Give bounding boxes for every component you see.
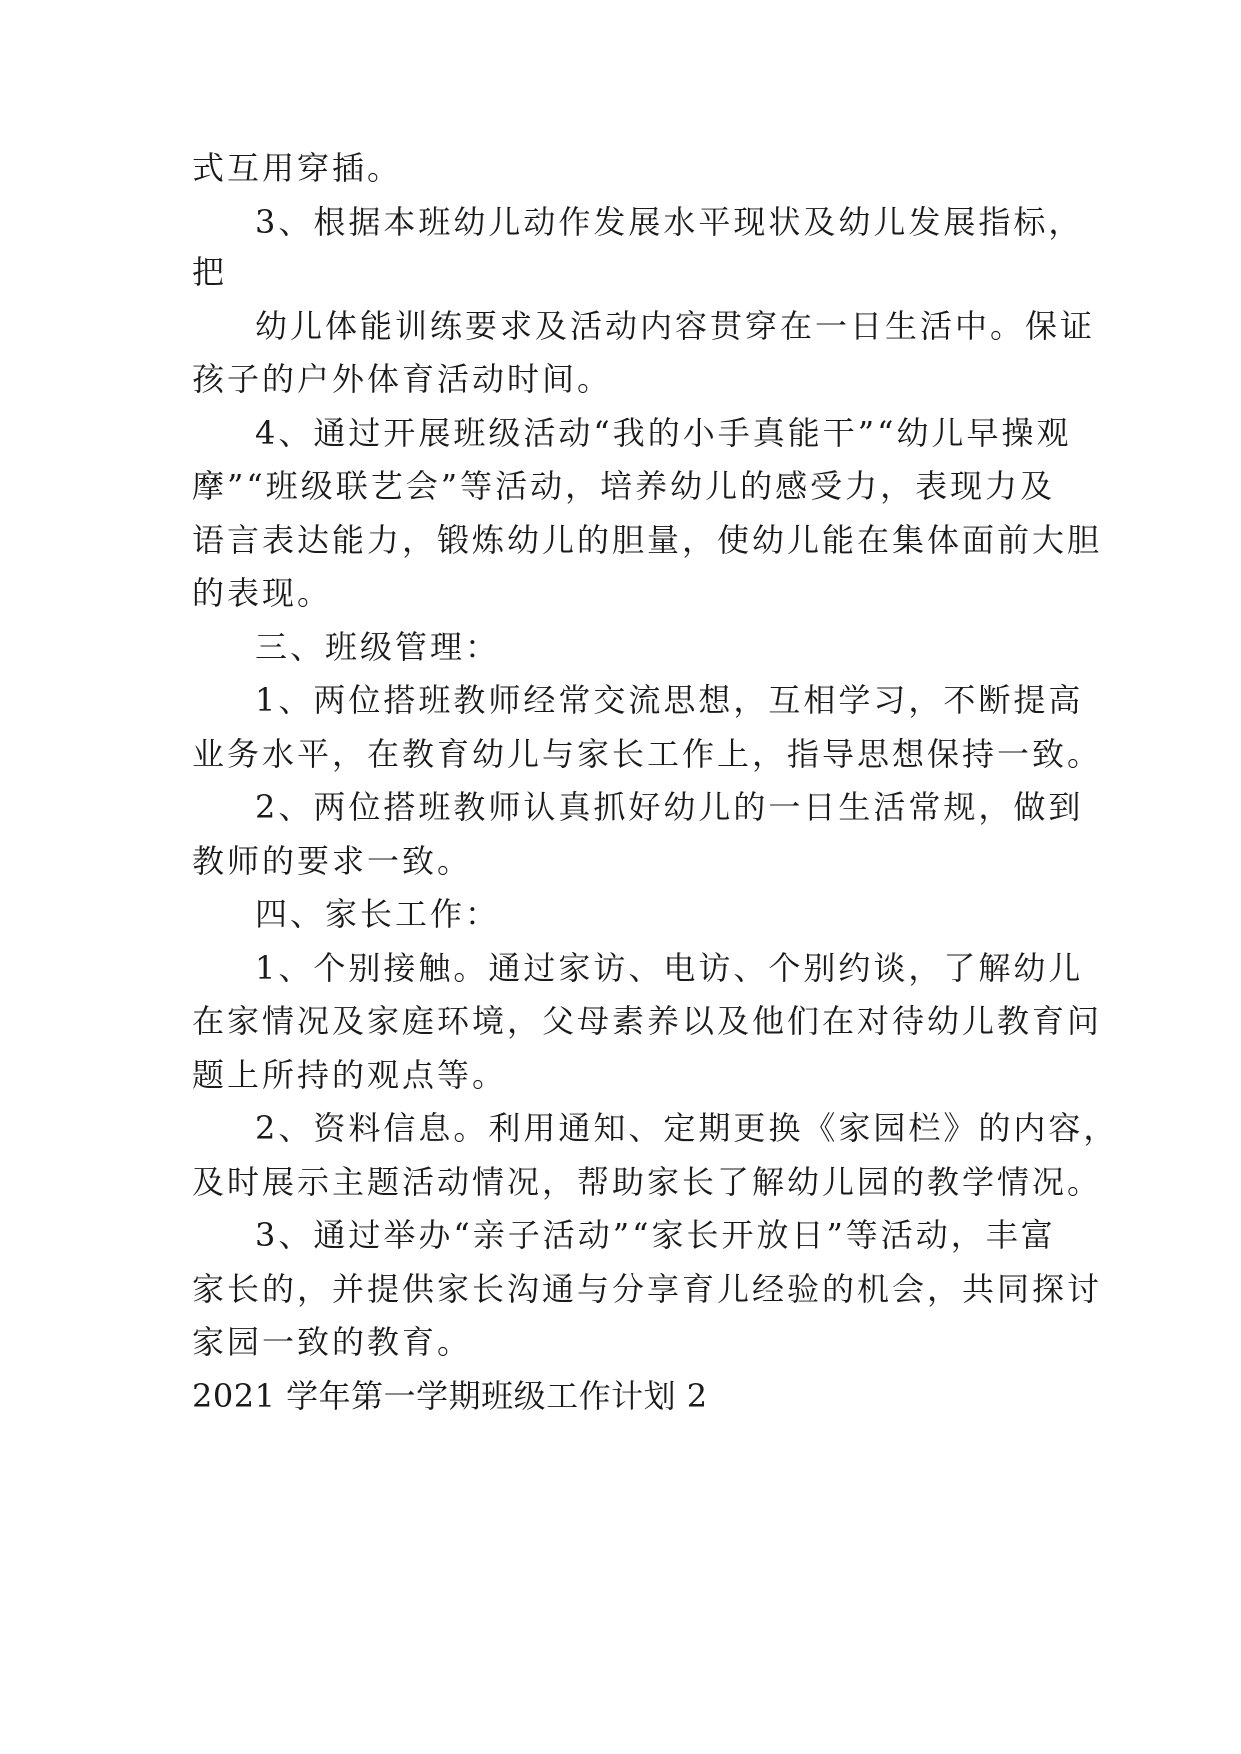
text-line: 把 — [192, 253, 228, 291]
text-line: 在家情况及家庭环境，父母素养以及他们在对待幼儿教育问 — [192, 1002, 1103, 1040]
text-line: 的表现。 — [192, 574, 333, 612]
text-line: 式互用穿插。 — [192, 149, 403, 187]
text-line: 题上所持的观点等。 — [192, 1056, 508, 1094]
text-line: 1、个别接触。通过家访、电访、个别约谈，了解幼儿 — [255, 949, 1084, 987]
text-line: 2、两位搭班教师认真抓好幼儿的一日生活常规，做到 — [255, 788, 1084, 826]
document-title: 2021 学年第一学期班级工作计划 2 — [192, 1377, 708, 1415]
text-line: 摩”“班级联艺会”等活动，培养幼儿的感受力，表现力及 — [192, 467, 1056, 505]
text-line: 教师的要求一致。 — [192, 842, 473, 880]
text-line: 业务水平，在教育幼儿与家长工作上，指导思想保持一致。 — [192, 735, 1103, 773]
text-line: 1、两位搭班教师经常交流思想，互相学习，不断提高 — [255, 681, 1084, 719]
section-heading: 三、班级管理： — [255, 628, 501, 666]
text-line: 2、资料信息。利用通知、定期更换《家园栏》的内容， — [255, 1109, 1119, 1147]
text-line: 家园一致的教育。 — [192, 1323, 473, 1361]
text-line: 家长的，并提供家长沟通与分享育儿经验的机会，共同探讨 — [192, 1270, 1103, 1308]
text-line: 4、通过开展班级活动“我的小手真能干”“幼儿早操观 — [255, 414, 1072, 452]
text-line: 3、根据本班幼儿动作发展水平现状及幼儿发展指标， — [255, 203, 1084, 241]
text-line: 语言表达能力，锻炼幼儿的胆量，使幼儿能在集体面前大胆 — [192, 521, 1103, 559]
section-heading: 四、家长工作： — [255, 895, 501, 933]
text-line: 及时展示主题活动情况，帮助家长了解幼儿园的教学情况。 — [192, 1163, 1103, 1201]
text-line: 孩子的户外体育活动时间。 — [192, 360, 613, 398]
text-line: 3、通过举办“亲子活动”“家长开放日”等活动，丰富 — [255, 1216, 1056, 1254]
text-line: 幼儿体能训练要求及活动内容贯穿在一日生活中。保证 — [255, 307, 1096, 345]
